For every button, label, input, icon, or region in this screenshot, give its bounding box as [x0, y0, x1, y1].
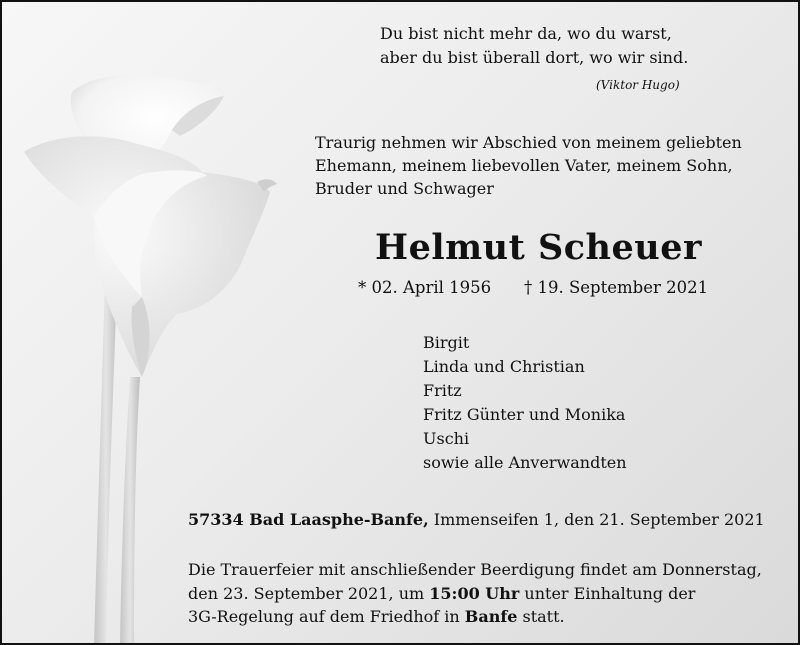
poem-quote [380, 22, 688, 70]
intro-line: Traurig nehmen wir Abschied von meinem geliebten [315, 133, 742, 152]
quote-author: (Viktor Hugo) [596, 78, 680, 92]
deceased-name: Helmut Scheuer [375, 227, 702, 268]
intro-line: Bruder und Schwager [315, 179, 494, 198]
intro-text [315, 131, 742, 200]
address-rest: Immenseifen 1, den 21. September 2021 [433, 510, 765, 529]
address-line [188, 510, 765, 529]
mourner-item: Fritz Günter und Monika [423, 405, 626, 424]
address-place: 57334 Bad Laasphe-Banfe, [188, 510, 429, 529]
death-date: † 19. September 2021 [524, 278, 709, 297]
intro-line: Ehemann, meinem liebevollen Vater, meinem Sohn, [315, 156, 733, 175]
poem-line: aber du bist überall dort, wo wir sind. [380, 48, 689, 67]
mourner-item: Birgit [423, 333, 470, 352]
service-place: Banfe [464, 607, 518, 626]
birth-date: * 02. April 1956 [358, 278, 492, 297]
service-text: den 23. September 2021, um [188, 583, 430, 603]
service-line: Die Trauerfeier mit anschließender Beerdigung findet am Donnerstag, [188, 560, 762, 579]
mourner-item: Uschi [423, 429, 470, 448]
service-time: 15:00 Uhr [429, 583, 520, 603]
service-text: statt. [517, 607, 565, 626]
calla-lily-image [2, 52, 302, 645]
service-text: unter Einhaltung der [519, 583, 696, 603]
service-text: 3G-Regelung auf dem Friedhof in [188, 607, 465, 626]
mourner-item: sowie alle Anverwandten [423, 453, 627, 472]
mourner-item: Linda und Christian [423, 357, 585, 376]
mourner-item: Fritz [423, 381, 462, 400]
service-line [188, 605, 762, 629]
mourners-list [423, 331, 627, 475]
poem-line: Du bist nicht mehr da, wo du warst, [380, 24, 672, 43]
funeral-service-info [188, 558, 762, 629]
service-line [188, 582, 762, 606]
